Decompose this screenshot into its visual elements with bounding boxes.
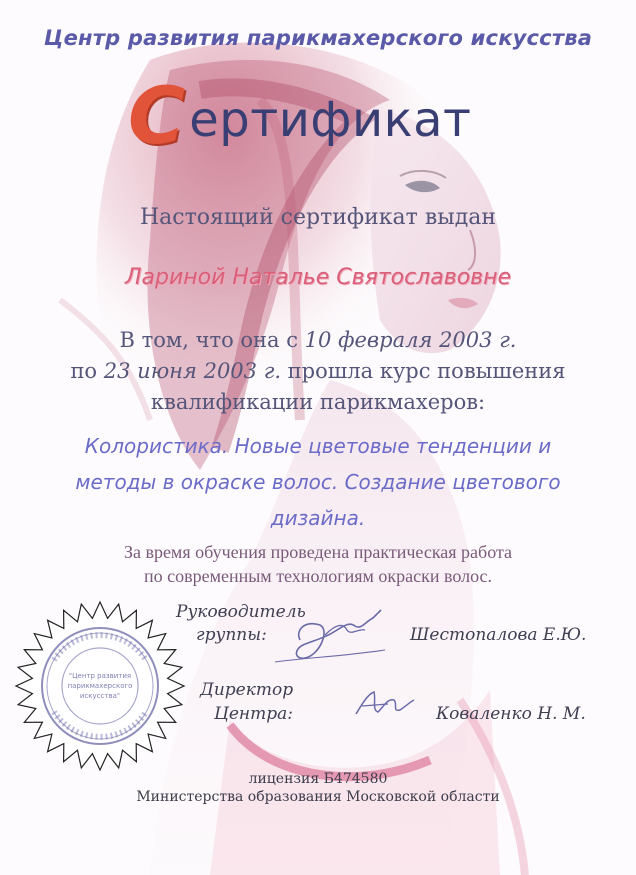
group-leader-name: Шестопалова Е.Ю. bbox=[410, 625, 587, 645]
director-label-1: Директор bbox=[200, 680, 294, 700]
practice-line-1: За время обучения проведена практическая работа bbox=[123, 542, 513, 562]
course-title bbox=[20, 428, 616, 536]
period-line-2-prefix: по bbox=[70, 359, 104, 383]
svg-text:парикмахерского: парикмахерского bbox=[67, 682, 133, 690]
course-line-3: дизайна. bbox=[270, 506, 366, 530]
director-signature bbox=[348, 684, 418, 724]
svg-text:"Центр развития: "Центр развития bbox=[68, 672, 132, 680]
issued-line: Настоящий сертификат выдан bbox=[139, 205, 497, 230]
period-line-1-prefix: В том, что она с bbox=[119, 328, 305, 352]
group-leader-label-1: Руководитель bbox=[176, 602, 306, 622]
course-period-text bbox=[0, 325, 636, 418]
svg-text:искусства": искусства" bbox=[79, 692, 121, 700]
title-initial-letter: С bbox=[128, 72, 186, 162]
official-stamp-seal bbox=[14, 600, 186, 772]
title-rest: ертификат bbox=[189, 92, 472, 148]
course-line-2: методы в окраске волос. Создание цветового bbox=[75, 470, 561, 494]
period-line-2 bbox=[0, 356, 636, 387]
certificate-title bbox=[128, 72, 472, 162]
start-date: 10 февраля 2003 г. bbox=[304, 328, 517, 352]
end-date: 23 июня 2003 г. bbox=[103, 359, 281, 383]
director-label-2: Центра: bbox=[214, 704, 293, 724]
director-name: Коваленко Н. М. bbox=[436, 704, 586, 724]
group-leader-label-2: группы: bbox=[196, 625, 267, 645]
group-leader-signature bbox=[265, 600, 395, 670]
issuer-name: Центр развития парикмахерского искусства bbox=[43, 26, 593, 50]
practice-note bbox=[0, 540, 636, 588]
period-line-1 bbox=[0, 325, 636, 356]
license-number: лицензия Б474580 bbox=[248, 771, 388, 787]
course-line-1: Колористика. Новые цветовые тенденции и bbox=[84, 434, 552, 458]
practice-line-2: по современным технологиям окраски волос. bbox=[143, 566, 493, 586]
recipient-name: Лариной Наталье Святославовне bbox=[124, 265, 512, 290]
period-line-3: квалификации парикмахеров: bbox=[150, 390, 486, 414]
license-info bbox=[0, 770, 636, 806]
license-issuer: Министерства образования Московской области bbox=[136, 789, 500, 805]
period-line-2-suffix: прошла курс повышения bbox=[281, 359, 566, 383]
